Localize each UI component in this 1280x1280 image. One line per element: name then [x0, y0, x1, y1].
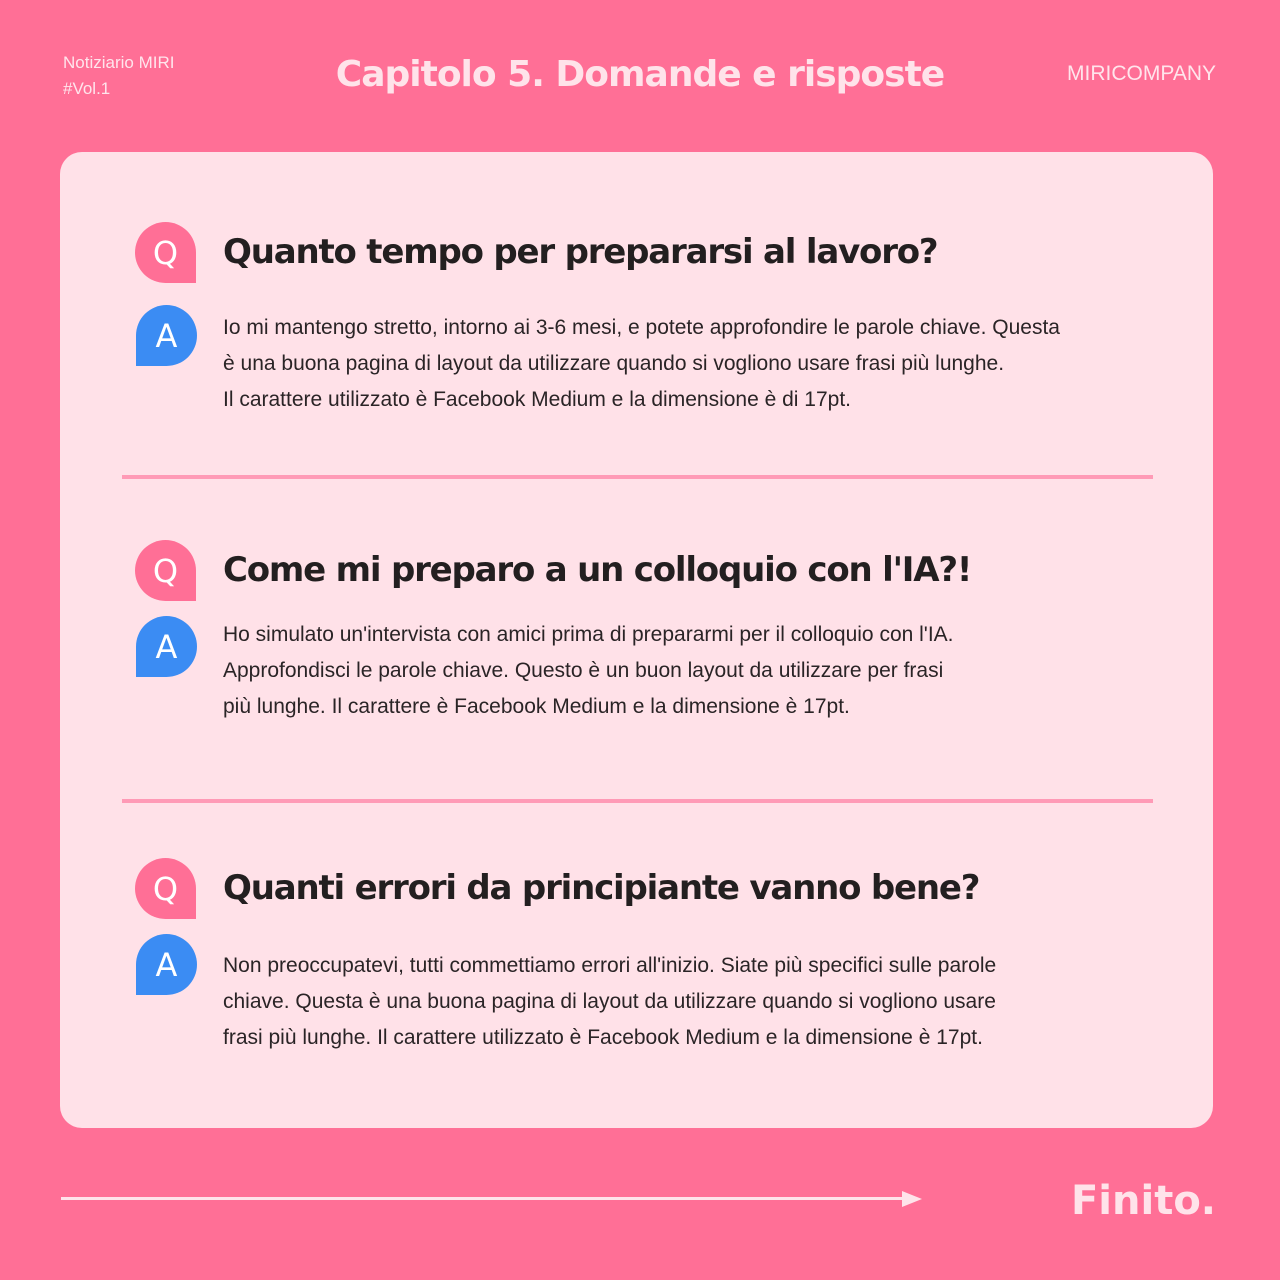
page-title: Capitolo 5. Domande e risposte — [335, 54, 945, 95]
volume-label: #Vol.1 — [63, 79, 111, 98]
answer-line: Non preoccupatevi, tutti commettiamo errori all'inizio. Siate più specifici sulle parole — [223, 954, 997, 977]
qa-card — [60, 152, 1213, 1128]
answer-line: Ho simulato un'intervista con amici prima di prepararmi per il colloquio con l'IA. — [223, 623, 954, 646]
answer-line: Io mi mantengo stretto, intorno ai 3-6 mesi, e potete approfondire le parole chiave. Questa — [223, 316, 1060, 339]
section-divider — [122, 475, 1153, 479]
progress-arrow-line — [61, 1197, 907, 1200]
answer-text — [223, 310, 1060, 418]
question-icon: Q — [135, 858, 196, 919]
answer-icon: A — [136, 305, 197, 366]
answer-text — [223, 948, 996, 1056]
question-text: Quanto tempo per prepararsi al lavoro? — [223, 232, 938, 272]
newsletter-name: Notiziario MIRI — [63, 53, 175, 72]
answer-line: Approfondisci le parole chiave. Questo è un buon layout da utilizzare per frasi — [223, 659, 944, 682]
answer-text — [223, 617, 954, 725]
section-divider — [122, 799, 1153, 803]
answer-line: più lunghe. Il carattere è Facebook Medium e la dimensione è 17pt. — [223, 695, 850, 718]
answer-line: è una buona pagina di layout da utilizzare quando si vogliono usare frasi più lunghe. — [223, 352, 1005, 375]
answer-line: chiave. Questa è una buona pagina di layout da utilizzare quando si vogliono usare — [223, 990, 996, 1013]
answer-icon: A — [136, 616, 197, 677]
question-icon: Q — [135, 540, 196, 601]
question-text: Quanti errori da principiante vanno bene? — [223, 868, 980, 908]
answer-icon: A — [136, 934, 197, 995]
newsletter-label — [63, 50, 174, 102]
question-icon: Q — [135, 222, 196, 283]
brand-name: MIRICOMPANY — [1067, 62, 1216, 85]
finish-label: Finito. — [1070, 1178, 1216, 1224]
arrow-right-icon — [902, 1191, 922, 1207]
answer-line: frasi più lunghe. Il carattere utilizzato è Facebook Medium e la dimensione è 17pt. — [223, 1026, 983, 1049]
answer-line: Il carattere utilizzato è Facebook Medium e la dimensione è di 17pt. — [223, 388, 852, 411]
question-text: Come mi preparo a un colloquio con l'IA?! — [223, 550, 972, 590]
